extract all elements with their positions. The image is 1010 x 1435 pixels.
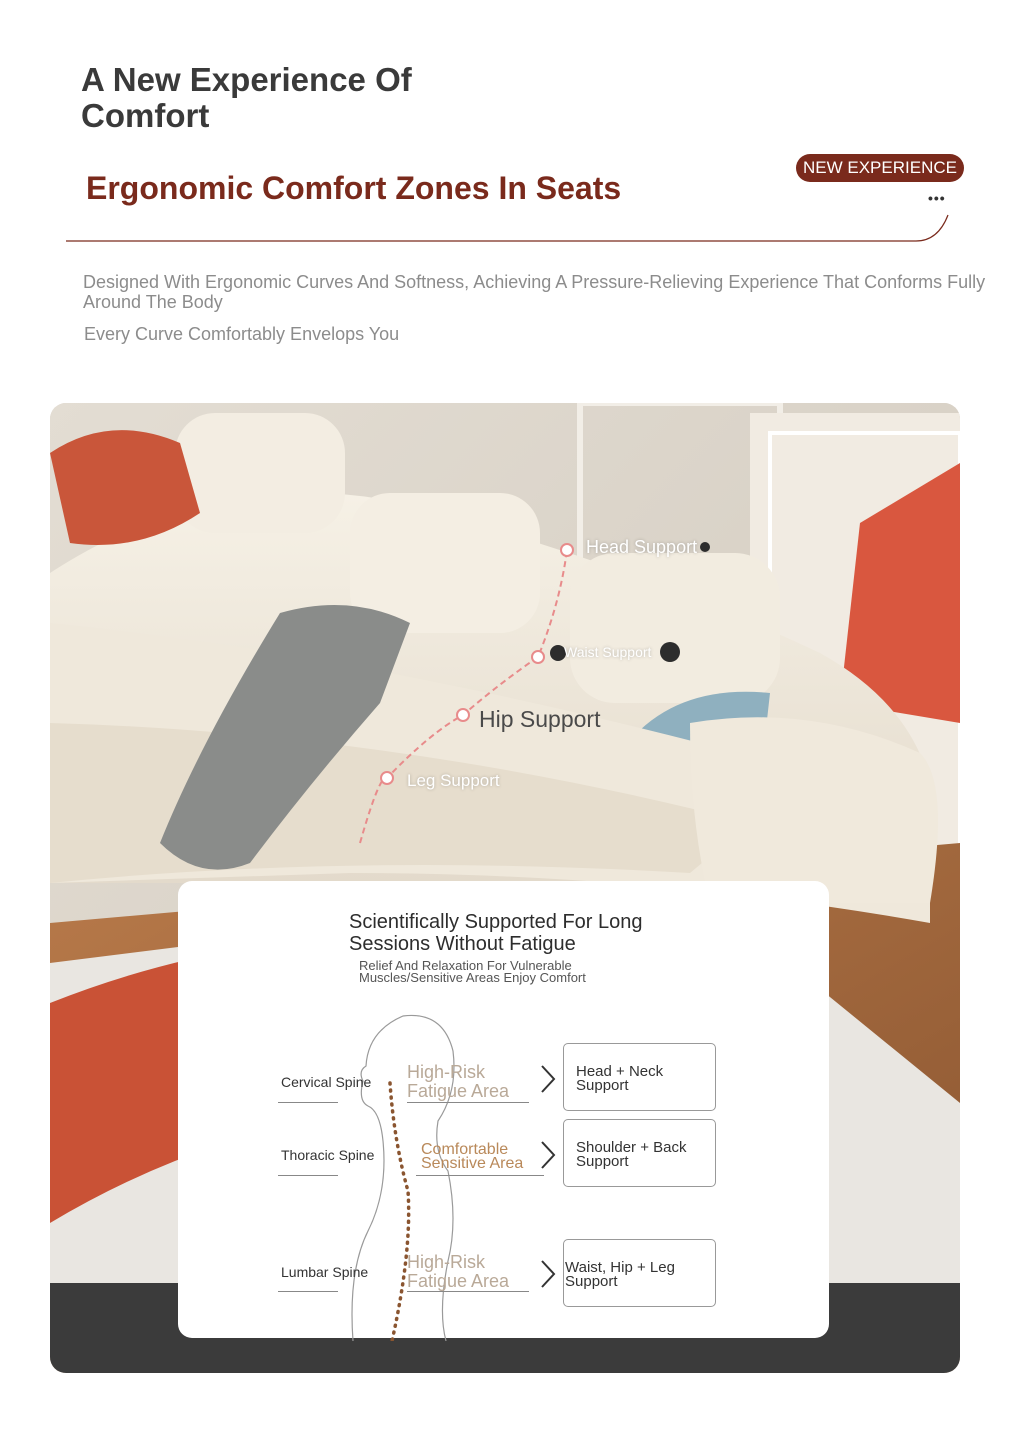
section-subtitle: Ergonomic Comfort Zones In Seats xyxy=(86,170,622,206)
chevron-right-icon xyxy=(540,1064,556,1094)
thoracic-area-divider xyxy=(416,1175,544,1176)
chevron-right-icon xyxy=(540,1259,556,1289)
head-neck-support-box: Head + Neck Support xyxy=(563,1043,716,1111)
description-tagline: Every Curve Comfortably Envelops You xyxy=(84,324,400,344)
sofa-photo xyxy=(50,403,960,1373)
waist-support-label: Waist Support xyxy=(564,644,652,660)
lumbar-area-label: High-Risk Fatigue Area xyxy=(407,1252,510,1291)
shoulder-back-support-box: Shoulder + Back Support xyxy=(563,1119,716,1187)
cervical-area-divider xyxy=(407,1102,529,1103)
cervical-spine-label: Cervical Spine xyxy=(281,1074,372,1090)
leg-support-label: Leg Support xyxy=(407,771,500,790)
thoracic-spine-label: Thoracic Spine xyxy=(281,1147,375,1163)
thoracic-area-label: Comfortable Sensitive Area xyxy=(421,1141,524,1172)
card-subtitle: Relief And Relaxation For Vulnerable Muscles/Sensitive Areas Enjoy Comfort xyxy=(359,958,586,985)
page-title-line1: A New Experience Of xyxy=(81,61,412,98)
spine-support-card xyxy=(178,881,829,1338)
lumbar-spine-label: Lumbar Spine xyxy=(281,1264,369,1280)
head-support-label: Head Support xyxy=(586,537,698,557)
waist-hip-leg-support-box: Waist, Hip + Leg Support xyxy=(563,1239,716,1307)
chevron-right-icon xyxy=(540,1140,556,1170)
new-experience-badge: NEW EXPERIENCE xyxy=(796,154,964,182)
page-title-line2: Comfort xyxy=(81,97,210,134)
hip-support-label: Hip Support xyxy=(479,706,601,732)
lumbar-divider xyxy=(278,1291,338,1292)
header-divider xyxy=(66,210,956,250)
cervical-divider xyxy=(278,1102,338,1103)
description-text: Designed With Ergonomic Curves And Softness, Achieving A Pressure-Relieving Experience That Conforms Fully Around The Body xyxy=(83,272,986,312)
page-title xyxy=(81,62,412,134)
ellipsis-icon: ••• xyxy=(928,190,946,206)
thoracic-divider xyxy=(278,1175,338,1176)
card-title: Scientifically Supported For Long Sessions Without Fatigue xyxy=(349,911,643,955)
lumbar-area-divider xyxy=(407,1291,529,1292)
cervical-area-label: High-Risk Fatigue Area xyxy=(407,1062,510,1101)
